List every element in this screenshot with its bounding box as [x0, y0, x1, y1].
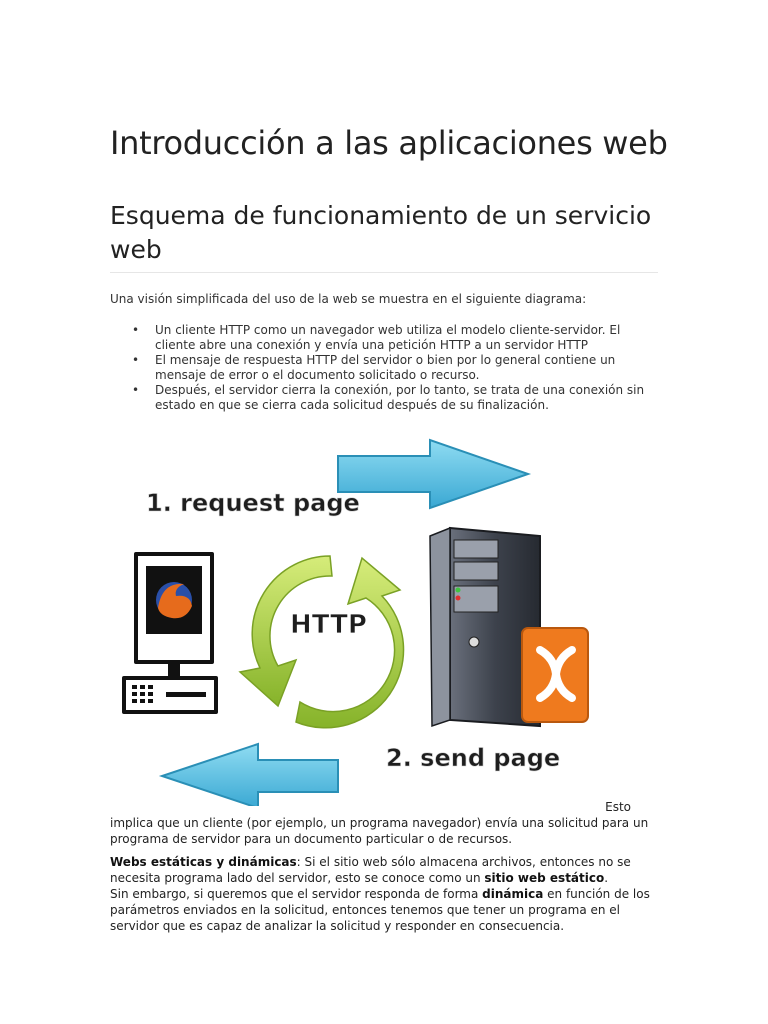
request-arrow [338, 440, 528, 508]
bullet-list [110, 323, 658, 413]
paragraph-rest: implica que un cliente (por ejemplo, un programa navegador) envía una solicitud para un programa de servidor para un documento particular o de recursos. [110, 816, 649, 846]
after-diagram-paragraph [110, 799, 658, 847]
page-title: Introducción a las aplicaciones web [110, 124, 668, 162]
response-arrow [162, 744, 338, 806]
send-label: 2. send page [386, 744, 561, 772]
request-label: 1. request page [146, 489, 360, 517]
list-item: • Un cliente HTTP como un navegador web utiliza el modelo cliente-servidor. El cliente abre una conexión y envía una petición HTTP a un servidor HTTP [110, 323, 658, 353]
text-span: en función de los parámetros enviados en la solicitud, entonces tenemos que tener un programa en el servidor que es capaz de analizar la solicitud y responder en consecuencia. [110, 887, 650, 933]
text-span: : Si el sitio web sólo almacena archivos, entonces no se necesita programa lado del servidor, esto se conoce como un [110, 855, 631, 885]
xampp-logo-icon [522, 628, 588, 722]
bold-static-site: sitio web estático [484, 871, 605, 885]
list-item: • El mensaje de respuesta HTTP del servidor o bien por lo general contiene un mensaje de error o el documento solicitado o recurso. [110, 353, 658, 383]
client-computer-icon [122, 552, 218, 714]
http-diagram [110, 436, 610, 806]
term-bold: Webs estáticas y dinámicas [110, 855, 297, 869]
intro-paragraph: Una visión simplificada del uso de la web se muestra en el siguiente diagrama: [110, 292, 587, 306]
text-span: . [604, 871, 609, 885]
bold-dynamic: dinámica [482, 887, 544, 901]
paragraph-start: Esto [605, 800, 631, 814]
firefox-icon [156, 582, 192, 618]
http-label: HTTP [290, 610, 367, 640]
http-cycle-icon [240, 556, 404, 728]
heading-divider [110, 272, 658, 273]
section-heading: Esquema de funcionamiento de un servicio web [110, 201, 652, 264]
list-item: • Después, el servidor cierra la conexión, por lo tanto, se trata de una conexión sin estado en que se cierra cada solicitud después de su finalización. [110, 383, 658, 413]
static-dynamic-paragraph [110, 854, 658, 934]
text-span: Sin embargo, si queremos que el servidor responda de forma [110, 887, 483, 901]
